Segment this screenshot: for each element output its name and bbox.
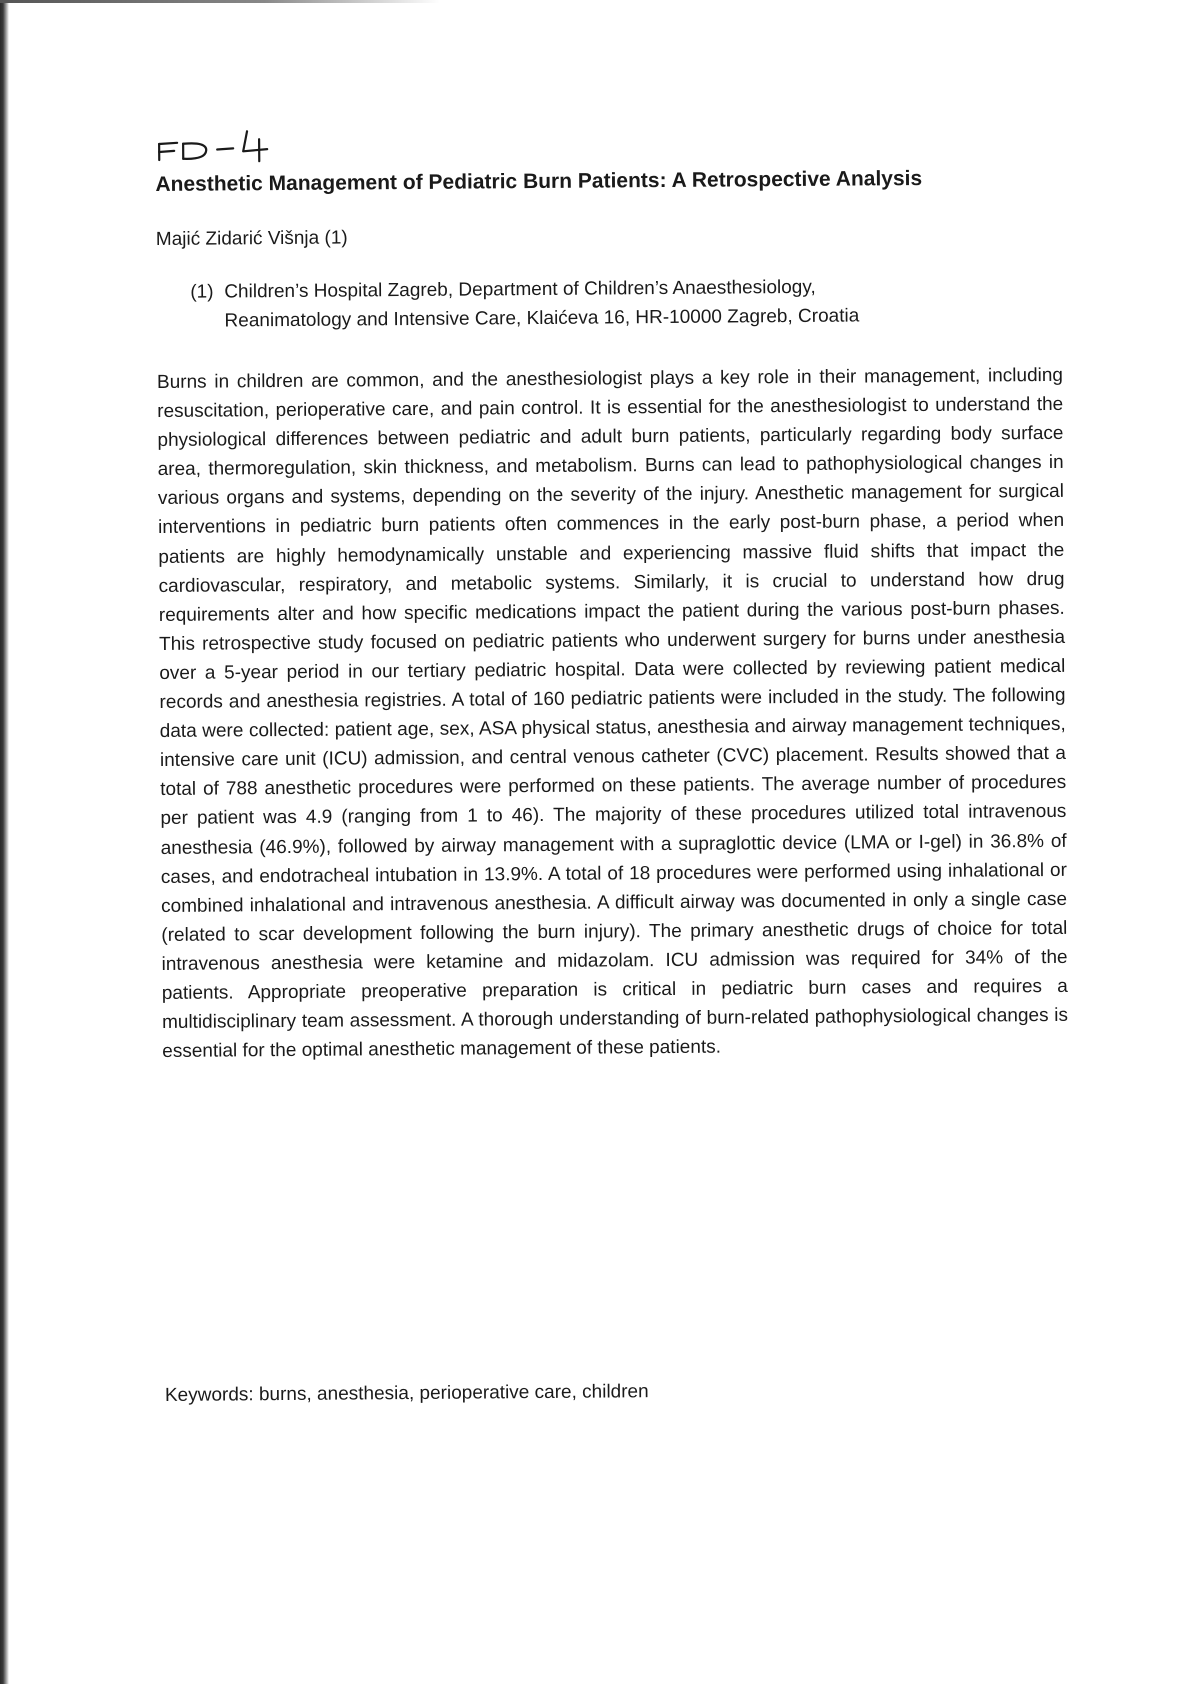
affiliation-line-2: Reanimatology and Intensive Care, Klaićeva 16, HR-10000 Zagreb, Croatia [224,305,860,332]
affiliation-number: (1) [190,281,214,303]
author-line: Majić Zidarić Višnja (1) [155,227,348,250]
paper-title: Anesthetic Management of Pediatric Burn Patients: A Retrospective Analysis [155,166,923,196]
affiliation-line-1: Children’s Hospital Zagreb, Department of Children’s Anaesthesiology, [224,276,816,303]
scan-shadow-left [0,0,9,1684]
abstract-body: Burns in children are common, and the anesthesiologist plays a key role in their management, including resuscitation, perioperative care, and pain control. It is essential for the anesthesiologist to understand the physiological differences between pediatric and adult burn patients, particularly regarding body surface area, thermoregulation, skin thickness, and metabolism. Burns can lead to pathophysiological changes in various organs and systems, depending on the severity of the injury. Anesthetic management for surgical interventions in pediatric burn patients often commences in the early post-burn phase, a period when patients are highly hemodynamically unstable and experiencing massive fluid shifts that impact the cardiovascular, respiratory, and metabolic systems. Similarly, it is crucial to understand how drug requirements alter and how specific medications impact the patient during the various post-burn phases. This retrospective study focused on pediatric patients who underwent surgery for burns under anesthesia over a 5-year period in our tertiary pediatric hospital. Data were collected by reviewing patient medical records and anesthesia registries. A total of 160 pediatric patients were included in the study. The following data were collected: patient age, sex, ASA physical status, anesthesia and airway management techniques, intensive care unit (ICU) admission, and central venous catheter (CVC) placement. Results showed that a total of 788 anesthetic procedures were performed on these patients. The average number of procedures per patient was 4.9 (ranging from 1 to 46). The majority of these procedures utilized total intravenous anesthesia (46.9%), followed by airway management with a supraglottic device (LMA or I-gel) in 36.8% of cases, and endotracheal intubation in 13.9%. A total of 18 procedures were performed using inhalational or combined inhalational and intravenous anesthesia. A difficult airway was documented in only a single case (related to scar development following the burn injury). The primary anesthetic drugs of choice for total intravenous anesthesia were ketamine and midazolam. ICU admission was required for 34% of the patients. Appropriate preoperative preparation is critical in pediatric burn cases and requires a multidisciplinary team assessment. A thorough understanding of burn-related pathophysiological changes is essential for the optimal anesthetic management of these patients. [156,364,1069,1063]
abstract-page [155,121,1069,1406]
handwritten-code-drawing [155,127,285,168]
keywords: Keywords: burns, anesthesia, perioperative care, children [164,1381,649,1406]
scan-shadow-top [0,0,440,3]
affiliation [190,272,950,336]
handwritten-code [155,127,285,168]
